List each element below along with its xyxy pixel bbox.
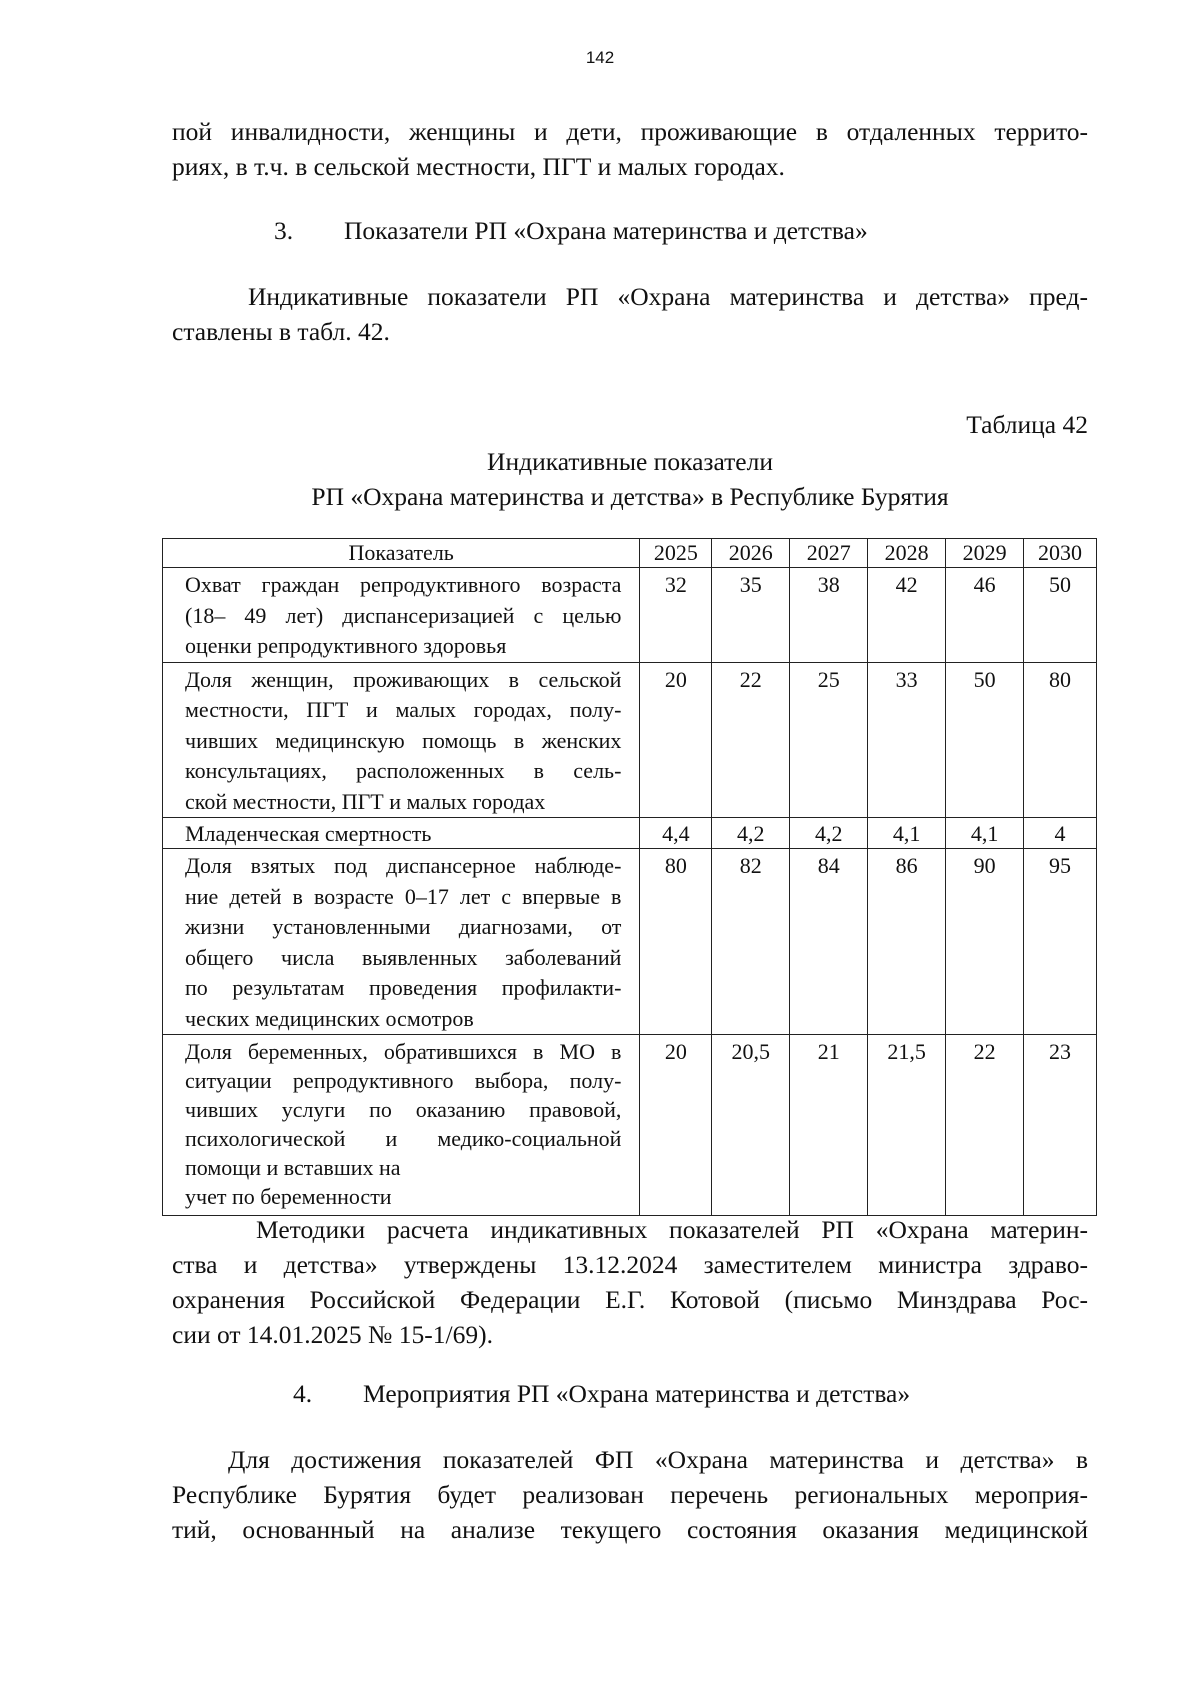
text-line: Методики расчета индикативных показателей РП «Охрана материн- (256, 1215, 1088, 1244)
text-line: Доля беременных, обратившихся в МО в (185, 1039, 622, 1064)
header-cell: 2025 (640, 539, 712, 568)
value-cell: 20 (640, 1035, 712, 1216)
text-line: пой инвалидности, женщины и дети, проживающие в отдаленных террито- (172, 117, 1088, 146)
value-cell: 32 (640, 568, 712, 663)
value-cell: 21 (790, 1035, 868, 1216)
text-line: Доля взятых под диспансерное наблюде- (185, 853, 622, 878)
text-line: общего числа выявленных заболеваний (185, 944, 622, 970)
value-cell: 42 (868, 568, 946, 663)
indicator-name (163, 849, 640, 1035)
text-line: чивших медицинскую помощь в женских (185, 727, 622, 753)
text-line: Охват граждан репродуктивного возраста (185, 572, 622, 597)
value-cell: 84 (790, 849, 868, 1035)
section-number: 4. (293, 1379, 313, 1408)
text-line: оценки репродуктивного здоровья (185, 633, 507, 658)
text-line: ства и детства» утверждены 13.12.2024 заместителем министра здраво- (172, 1250, 1088, 1279)
value-cell: 4,1 (946, 818, 1024, 849)
value-cell: 50 (946, 662, 1024, 818)
value-cell: 20,5 (712, 1035, 790, 1216)
value-cell: 33 (868, 662, 946, 818)
text-line: ние детей в возрасте 0–17 лет с впервые в (185, 883, 622, 909)
section-4-heading (293, 1376, 910, 1411)
value-cell: 80 (640, 849, 712, 1035)
value-cell: 4,2 (712, 818, 790, 849)
value-cell: 21,5 (868, 1035, 946, 1216)
value-cell: 22 (946, 1035, 1024, 1216)
header-cell: 2028 (868, 539, 946, 568)
text-line: жизни установленными диагнозами, от (185, 914, 622, 939)
value-cell: 22 (712, 662, 790, 818)
text-line: охранения Российской Федерации Е.Г. Котовой (письмо Минздрава Рос- (172, 1285, 1088, 1314)
table-row (163, 818, 1097, 849)
header-cell: 2027 (790, 539, 868, 568)
value-cell: 20 (640, 662, 712, 818)
value-cell: 4,2 (790, 818, 868, 849)
header-cell: Показатель (163, 539, 640, 568)
value-cell: 4 (1024, 818, 1097, 849)
value-cell: 4,1 (868, 818, 946, 849)
text-line: (18– 49 лет) диспансеризацией с целью (185, 602, 622, 628)
value-cell: 95 (1024, 849, 1097, 1035)
text-line: Для достижения показателей ФП «Охрана материнства и детства» в (228, 1445, 1088, 1474)
indicator-name (163, 568, 640, 663)
text-line: местности, ПГТ и малых городах, полу- (185, 697, 622, 722)
table-row (163, 1035, 1097, 1216)
section-title: Показатели РП «Охрана материнства и детства» (344, 216, 868, 245)
value-cell: 86 (868, 849, 946, 1035)
table-title-line-2: РП «Охрана материнства и детства» в Республике Бурятия (311, 482, 949, 511)
table-row (163, 849, 1097, 1035)
header-cell: 2029 (946, 539, 1024, 568)
intro-paragraph (172, 114, 1088, 184)
table-row (163, 568, 1097, 663)
text-line: ставлены в табл. 42. (172, 317, 390, 346)
table-header-row (163, 539, 1097, 568)
value-cell: 23 (1024, 1035, 1097, 1216)
text-line: Индикативные показатели РП «Охрана материнства и детства» пред- (248, 282, 1088, 311)
section-3-paragraph (172, 279, 1088, 349)
table-title-line-1: Индикативные показатели (487, 447, 773, 476)
section-title: Мероприятия РП «Охрана материнства и детства» (363, 1379, 911, 1408)
value-cell: 46 (946, 568, 1024, 663)
text-line: ской местности, ПГТ и малых городах (185, 788, 546, 814)
value-cell: 38 (790, 568, 868, 663)
text-line: по результатам проведения профилакти- (185, 975, 622, 1000)
value-cell: 82 (712, 849, 790, 1035)
methods-paragraph (172, 1212, 1088, 1352)
text-line: ческих медицинских осмотров (185, 1005, 474, 1031)
value-cell: 80 (1024, 662, 1097, 818)
text-line: учет по беременности (185, 1184, 392, 1209)
text-line: тий, основанный на анализе текущего состояния оказания медицинской (172, 1515, 1088, 1544)
text-line: Республике Бурятия будет реализован перечень региональных мероприя- (172, 1480, 1088, 1509)
section-number: 3. (274, 216, 294, 245)
text-line: консультациях, расположенных в сель- (185, 758, 622, 783)
text-line: сии от 14.01.2025 № 15-1/69). (172, 1320, 493, 1349)
header-cell: 2030 (1024, 539, 1097, 568)
table-row (163, 662, 1097, 818)
text-line: Младенческая смертность (185, 821, 432, 846)
table-label: Таблица 42 (966, 410, 1088, 439)
page-number: 142 (585, 48, 615, 67)
text-line: чивших услуги по оказанию правовой, (185, 1097, 622, 1122)
value-cell: 25 (790, 662, 868, 818)
indicator-name (163, 1035, 640, 1216)
section-3-heading (274, 213, 868, 248)
text-line: риях, в т.ч. в сельской местности, ПГТ и малых городах. (172, 152, 785, 181)
text-line: Доля женщин, проживающих в сельской (185, 666, 622, 692)
header-cell: 2026 (712, 539, 790, 568)
value-cell: 90 (946, 849, 1024, 1035)
value-cell: 35 (712, 568, 790, 663)
text-line: помощи и вставших на (185, 1155, 401, 1180)
section-4-paragraph (172, 1442, 1088, 1547)
indicator-name (163, 662, 640, 818)
text-line: психологической и медико-социальной (185, 1126, 622, 1151)
value-cell: 50 (1024, 568, 1097, 663)
value-cell: 4,4 (640, 818, 712, 849)
indicators-table (162, 538, 1097, 1216)
text-line: ситуации репродуктивного выбора, полу- (185, 1068, 622, 1093)
indicator-name (163, 818, 640, 849)
